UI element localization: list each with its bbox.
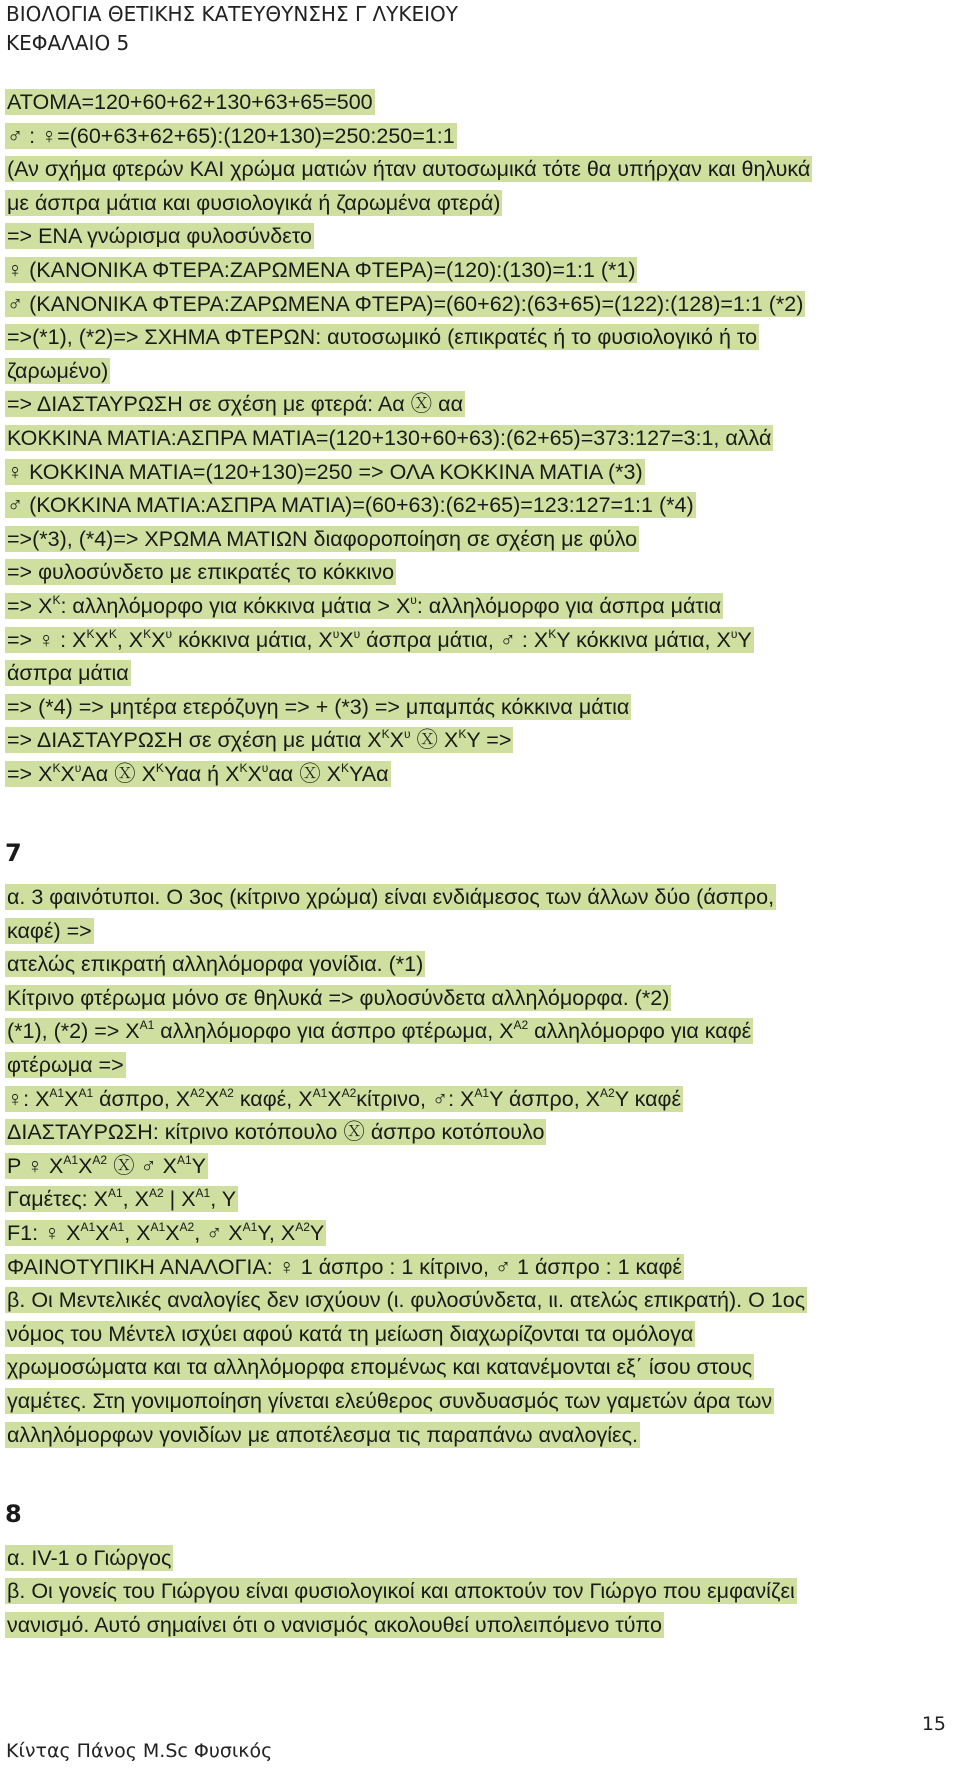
text-line <box>5 1150 955 1184</box>
text-line <box>5 982 955 1016</box>
text-line <box>5 691 955 725</box>
highlighted-text: F1: ♀ $X^{A1}X^{A1}$, $X^{A1}X^{A2}$, ♂ $X^{A1}\Upsilon$, $X^{A2}\Upsilon$ <box>7 1220 325 1245</box>
text-line <box>5 422 955 456</box>
text-line <box>5 86 955 120</box>
text-line <box>5 758 955 792</box>
text-line <box>5 1351 955 1385</box>
text-line <box>5 1385 955 1419</box>
highlighted-text: => (*4) => μητέρα ετερόζυγη => + (*3) => μπαμπάς κόκκινα μάτια <box>7 694 630 719</box>
text-line <box>5 915 955 949</box>
text-line <box>5 187 955 221</box>
highlighted-text: νανισμό. Αυτό σημαίνει ότι ο νανισμός ακολουθεί υπολειπόμενο τύπο <box>7 1612 663 1637</box>
highlighted-text: =>(*3), (*4)=> ΧΡΩΜΑ ΜΑΤΙΩΝ διαφοροποίηση σε σχέση με φύλο <box>7 526 638 551</box>
highlighted-text: β. Οι γονείς του Γιώργου είναι φυσιολογικοί και αποκτούν τον Γιώργο που εμφανίζει <box>7 1579 795 1604</box>
text-line <box>5 1049 955 1083</box>
text-line <box>5 1083 955 1117</box>
text-line <box>5 624 955 658</box>
text-line <box>5 1318 955 1352</box>
text-line <box>5 881 955 915</box>
text-line <box>5 1183 955 1217</box>
highlighted-text: => ΔΙΑΣΤΑΥΡΩΣΗ σε σχέση με μάτια $X^KX^\upsilon$ Ⓧ $X^K\Upsilon$ => <box>7 727 512 753</box>
highlighted-text: άσπρα μάτια <box>7 661 129 686</box>
highlighted-text: με άσπρα μάτια και φυσιολογικά ή ζαρωμένα φτερά) <box>7 190 501 215</box>
text-line <box>5 288 955 322</box>
highlighted-text: ♂ (ΚΟΚΚΙΝΑ ΜΑΤΙΑ:ΑΣΠΡΑ ΜΑΤΙΑ)=(60+63):(62+65)=123:127=1:1 (*4) <box>7 493 694 518</box>
highlighted-text: Κίτρινο φτέρωμα μόνο σε θηλυκά => φυλοσύνδετα αλληλόμορφα. (*2) <box>7 985 670 1010</box>
text-line <box>5 1251 955 1285</box>
text-line <box>5 321 955 355</box>
highlighted-text: => φυλοσύνδετο με επικρατές το κόκκινο <box>7 560 395 585</box>
text-line <box>5 724 955 758</box>
highlighted-text: νόμος του Μέντελ ισχύει αφού κατά τη μείωση διαχωρίζονται τα ομόλογα <box>7 1321 694 1346</box>
text-line <box>5 556 955 590</box>
text-line <box>5 1015 955 1049</box>
highlighted-text: ζαρωμένο) <box>7 358 109 383</box>
highlighted-text: ΦΑΙΝΟΤΥΠΙΚΗ ΑΝΑΛΟΓΙΑ: ♀ 1 άσπρο : 1 κίτρινο, ♂ 1 άσπρο : 1 καφέ <box>7 1254 682 1279</box>
highlighted-text: ♀ ΚΟΚΚΙΝΑ ΜΑΤΙΑ=(120+130)=250 => ΟΛΑ ΚΟΚΚΙΝΑ ΜΑΤΙΑ (*3) <box>7 459 643 484</box>
section-number: 7 <box>5 839 22 868</box>
text-line <box>5 456 955 490</box>
highlighted-text: => $X^KX^\upsilon A\alpha$ Ⓧ $X^K\Upsilon\alpha\alpha$ ή $X^KX^\upsilon\alpha\alpha$ Ⓧ $X^K\Upsilon A\alpha$ <box>7 760 389 786</box>
text-line <box>5 1217 955 1251</box>
highlighted-text: καφέ) => <box>7 918 92 943</box>
text-line <box>5 1609 955 1643</box>
highlighted-text: γαμέτες. Στη γονιμοποίηση γίνεται ελεύθερος συνδυασμός των γαμετών άρα των <box>7 1388 773 1413</box>
text-line <box>5 153 955 187</box>
footer-author: Κίντας Πάνος M.Sc Φυσικός <box>6 1740 273 1762</box>
text-line <box>5 1116 955 1150</box>
text-line <box>5 1542 955 1576</box>
text-line <box>5 489 955 523</box>
highlighted-text: ♂ (ΚΑΝΟΝΙΚΑ ΦΤΕΡΑ:ΖΑΡΩΜΕΝΑ ΦΤΕΡΑ)=(60+62):(63+65)=(122):(128)=1:1 (*2) <box>7 291 804 316</box>
highlighted-text: ΑΤΟΜΑ=120+60+62+130+63+65=500 <box>7 90 373 114</box>
highlighted-text: Ρ ♀ $X^{A1}X^{A2}$ Ⓧ ♂ $X^{A1}\Upsilon$ <box>7 1152 207 1178</box>
highlighted-text: (*1), $(*2) => X^{A1}$ αλληλόμορφο για άσπρο φτέρωμα, $X^{A2}$ αλληλόμορφο για καφέ <box>7 1018 752 1044</box>
highlighted-text: ♀: $X^{A1}X^{A1}$ άσπρο, $X^{A2}X^{A2}$ καφέ, $X^{A1}X^{A2}\kappa ί\tau\rho\iota\nu o$, ♂: $X^{A1}\Upsilon$ άσπρο, $X^{A2}\Upsilon$ καφέ <box>7 1085 682 1111</box>
highlighted-text: (Αν σχήμα φτερών ΚΑΙ χρώμα ματιών ήταν αυτοσωμικά τότε θα υπήρχαν και θηλυκά <box>7 157 811 182</box>
highlighted-text: φτέρωμα => <box>7 1053 124 1078</box>
highlighted-text: => $X^K$: αλληλόμορφο για κόκκινα $\mu ά\tau\iota\alpha > X^\upsilon$: αλληλόμορφο για άσπρα μάτια <box>7 592 722 618</box>
text-line <box>5 355 955 389</box>
text-line <box>5 657 955 691</box>
highlighted-text: => ΕΝΑ γνώρισμα φυλοσύνδετο <box>7 224 312 249</box>
section-number: 8 <box>5 1499 22 1528</box>
text-line <box>5 120 955 154</box>
highlighted-text: => ♀ : $X^KX^K$, $X^KX^\upsilon$ κόκκινα μάτια, $X^\upsilon X^\upsilon$ άσπρα μάτια, ♂ : $X^K\Upsilon$ κόκκινα μάτια, $X^\upsilon\Upsilon$ <box>7 626 752 652</box>
highlighted-text: ♂ : ♀=(60+63+62+65):(120+130)=250:250=1:1 <box>7 123 455 148</box>
text-line <box>5 948 955 982</box>
header-chapter: ΚΕΦΑΛΑΙΟ 5 <box>6 31 130 55</box>
text-line <box>5 254 955 288</box>
text-line <box>5 220 955 254</box>
text-line <box>5 1284 955 1318</box>
text-line <box>5 388 955 422</box>
highlighted-text: αλληλόμορφων γονιδίων με αποτέλεσμα τις παραπάνω αναλογίες. <box>7 1422 638 1447</box>
blank-line <box>5 1452 955 1486</box>
highlighted-text: => ΔΙΑΣΤΑΥΡΩΣΗ σε σχέση με φτερά: Αα Ⓧ αα <box>7 392 464 417</box>
blank-line <box>5 791 955 825</box>
page-header <box>6 0 458 58</box>
highlighted-text: ♀ (ΚΑΝΟΝΙΚΑ ΦΤΕΡΑ:ΖΑΡΩΜΕΝΑ ΦΤΕΡΑ)=(120):(130)=1:1 (*1) <box>7 257 636 282</box>
highlighted-text: ΔΙΑΣΤΑΥΡΩΣΗ: κίτρινο κοτόπουλο Ⓧ άσπρο κοτόπουλο <box>7 1120 545 1145</box>
highlighted-text: =>(*1), (*2)=> ΣΧΗΜΑ ΦΤΕΡΩΝ: αυτοσωμικό (επικρατές ή το φυσιολογικό ή το <box>7 325 758 350</box>
text-line <box>5 1575 955 1609</box>
highlighted-text: ατελώς επικρατή αλληλόμορφα γονίδια. (*1) <box>7 952 424 977</box>
header-subject: ΒΙΟΛΟΓΙΑ ΘΕΤΙΚΗΣ ΚΑΤΕΥΘΥΝΣΗΣ Γ ΛΥΚΕΙΟΥ <box>6 2 458 26</box>
text-line <box>5 523 955 557</box>
text-line <box>5 590 955 624</box>
highlighted-text: ΚΟΚΚΙΝΑ ΜΑΤΙΑ:ΑΣΠΡΑ ΜΑΤΙΑ=(120+130+60+63):(62+65)=373:127=3:1, αλλά <box>7 425 772 450</box>
highlighted-text: Γαμέτες: $X^{A1}$, $X^{A2}$ | $X^{A1}$, Υ <box>7 1186 237 1212</box>
highlighted-text: α. IV-1 ο Γιώργος <box>7 1545 172 1570</box>
page-number: 15 <box>921 1713 946 1735</box>
highlighted-text: β. Οι Μεντελικές αναλογίες δεν ισχύουν (ι. φυλοσύνδετα, ιι. ατελώς επικρατή). Ο 1ος <box>7 1288 806 1313</box>
text-line <box>5 1419 955 1453</box>
document-body <box>5 86 955 1643</box>
highlighted-text: α. 3 φαινότυποι. Ο 3ος (κίτρινο χρώμα) είναι ενδιάμεσος των άλλων δύο (άσπρο, <box>7 885 775 910</box>
highlighted-text: χρωμοσώματα και τα αλληλόμορφα επομένως και κατανέμονται εξ΄ ίσου στους <box>7 1355 753 1380</box>
